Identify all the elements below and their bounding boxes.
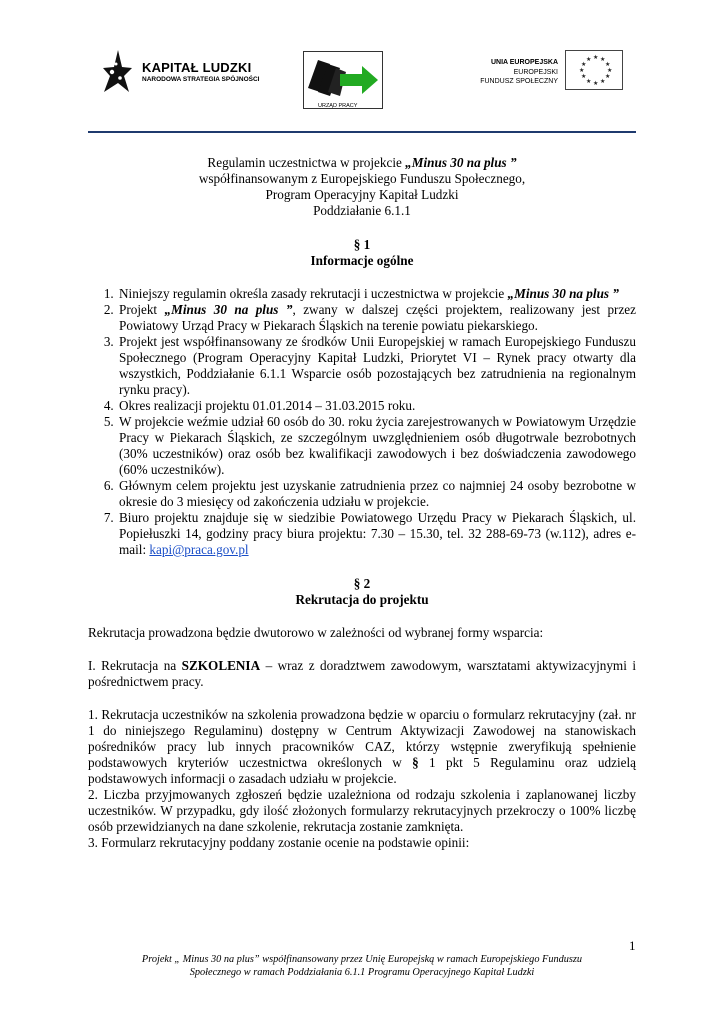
list-item: 3. Projekt jest współfinansowany ze środków Unii Europejskiej w ramach Europejskiego Funduszu Społecznego (Program Operacyjny Kapitał Ludzki, Priorytet VI – Rynek pracy otwarty dla wszystkich, Poddziałanie 6.1.1 Wsparcie osób pozostających bez zatrudnienia na regionalnym rynku pracy). bbox=[117, 334, 636, 398]
eu-line3: FUNDUSZ SPOŁECZNY bbox=[480, 78, 558, 85]
svg-text:★: ★ bbox=[600, 56, 606, 63]
section2-intro: Rekrutacja prowadzona będzie dwutorowo w zależności od wybranej formy wsparcia: bbox=[88, 625, 544, 640]
title-line1-prefix: Regulamin uczestnictwa w projekcie bbox=[207, 155, 406, 170]
section2-number: § 2 bbox=[353, 576, 371, 591]
list-item bbox=[117, 510, 636, 558]
kapital-ludzki-emblem-icon bbox=[100, 46, 134, 96]
part1-bold: SZKOLENIA bbox=[181, 658, 261, 673]
kapital-ludzki-title: KAPITAŁ LUDZKI bbox=[142, 60, 252, 75]
title-line4: Poddziałanie 6.1.1 bbox=[313, 203, 411, 218]
p1-text-b: 1 pkt 5 Regulaminu oraz udzielą podstawowych informacji o zasadach udziału w projekcie. bbox=[88, 755, 636, 786]
urzad-pracy-logo bbox=[303, 51, 383, 109]
eu-text-block bbox=[468, 58, 558, 87]
eu-line1: UNIA EUROPEJSKA bbox=[490, 59, 558, 66]
kapital-ludzki-subtitle: NARODOWA STRATEGIA SPÓJNOŚCI bbox=[142, 76, 260, 83]
list-item bbox=[117, 286, 636, 302]
section2-part1 bbox=[88, 658, 636, 690]
eu-line2: EUROPEJSKI bbox=[513, 68, 558, 76]
svg-text:★: ★ bbox=[581, 73, 587, 80]
item1-text: Niniejszy regulamin określa zasady rekrutacji i uczestnictwa w projekcie bbox=[119, 286, 508, 301]
page-footer bbox=[88, 953, 636, 979]
p1-text-a: 1. Rekrutacja uczestników na szkolenia prowadzona będzie w oparciu o formularz rekrutacyjny (zał. nr 1 do niniejszego Regulaminu) dostępny w Centrum Aktywizacji Zawodowej na stanowiskach pośredników pracy lub innych pracowników CAZ, którzy wstępnie zweryfikują spełnienie podstawowych kryteriów uczestnictwa określonych w bbox=[88, 707, 636, 770]
section2-heading: Rekrutacja do projektu bbox=[295, 592, 429, 607]
paragraph-3: 3. Formularz rekrutacyjny poddany zostanie ocenie na podstawie opinii: bbox=[88, 835, 470, 850]
page-number: 1 bbox=[629, 938, 636, 953]
svg-text:★: ★ bbox=[586, 56, 592, 63]
footer-line2: Społecznego w ramach Poddziałania 6.1.1 Programu Operacyjnego Kapitał Ludzki bbox=[189, 967, 535, 978]
paragraph-1 bbox=[88, 707, 636, 787]
document-title bbox=[88, 155, 636, 219]
section1-header bbox=[88, 237, 636, 269]
item2-rest: , zwany w dalszej części projektem, realizowany jest przez Powiatowy Urząd Pracy w Piekarach Śląskich na terenie powiatu piekarskiego. bbox=[119, 302, 636, 333]
list-item: 5. W projekcie weźmie udział 60 osób do 30. roku życia zarejestrowanych w Powiatowym Urzędzie Pracy w Piekarach Śląskich, ze szczególnym uwzględnieniem osób długotrwale bezrobotnych (30% uczestników) oraz osób bez kwalifikacji zawodowych i bez doświadczenia zawodowego (60% uczestników). bbox=[117, 414, 636, 478]
page-header bbox=[0, 40, 725, 110]
kapital-ludzki-logo bbox=[100, 46, 290, 96]
document-body bbox=[88, 155, 636, 851]
svg-text:★: ★ bbox=[579, 67, 585, 74]
section1-number: § 1 bbox=[353, 237, 371, 252]
urzad-pracy-cards-arrow-icon bbox=[304, 52, 382, 100]
header-rule bbox=[88, 131, 636, 133]
title-line2: współfinansowanym z Europejskiego Funduszu Społecznego, bbox=[198, 171, 526, 186]
footer-line1: Projekt „ Minus 30 na plus” współfinansowany przez Unię Europejską w ramach Europejskiego Funduszu bbox=[141, 954, 583, 965]
urzad-pracy-label: URZĄD PRACY bbox=[318, 103, 358, 109]
email-link[interactable]: kapi@praca.gov.pl bbox=[149, 542, 249, 557]
svg-text:★: ★ bbox=[586, 78, 592, 85]
svg-text:★: ★ bbox=[605, 73, 611, 80]
svg-text:★: ★ bbox=[607, 67, 613, 74]
list-item: 6. Głównym celem projektu jest uzyskanie zatrudnienia przez co najmniej 24 osoby bezrobotne w okresie do 3 miesięcy od zakończenia udziału w projekcie. bbox=[117, 478, 636, 510]
p1-section-symbol: § bbox=[412, 755, 419, 770]
list-item bbox=[117, 302, 636, 334]
eu-flag-icon bbox=[565, 50, 623, 90]
svg-text:★: ★ bbox=[605, 61, 611, 68]
svg-text:★: ★ bbox=[600, 78, 606, 85]
title-line3: Program Operacyjny Kapitał Ludzki bbox=[265, 187, 459, 202]
section1-list bbox=[88, 286, 636, 558]
svg-text:★: ★ bbox=[581, 61, 587, 68]
title-project-name: „Minus 30 na plus ” bbox=[405, 155, 517, 170]
svg-text:★: ★ bbox=[593, 80, 599, 87]
item2-project: „Minus 30 na plus ” bbox=[164, 302, 293, 317]
part1-prefix: I. Rekrutacja na bbox=[88, 658, 182, 673]
item2-prefix: Projekt bbox=[119, 302, 165, 317]
part1-rest: – wraz z doradztwem zawodowym, warsztatami aktywizacyjnymi i pośrednictwem pracy. bbox=[88, 658, 636, 689]
list-item: 4. Okres realizacji projektu 01.01.2014 – 31.03.2015 roku. bbox=[117, 398, 636, 414]
section1-heading: Informacje ogólne bbox=[310, 253, 414, 268]
item7-text: Biuro projektu znajduje się w siedzibie Powiatowego Urzędu Pracy w Piekarach Śląskich, ul. Popiełuszki 14, godziny pracy biura projektu: 7.30 – 15.30, tel. 32 288-69-73 (w.112), adres e-mail: bbox=[119, 510, 636, 557]
item1-project: „Minus 30 na plus ” bbox=[507, 286, 619, 301]
paragraph-2: 2. Liczba przyjmowanych zgłoszeń będzie uzależniona od rodzaju szkolenia i zaplanowanej liczby uczestników. W przypadku, gdy ilość złożonych formularzy rekrutacyjnych przekroczy o 100% liczbę osób przewidzianych na dane szkolenie, rekrutacja zostanie zamknięta. bbox=[88, 787, 636, 834]
section2-header bbox=[88, 576, 636, 608]
svg-text:★: ★ bbox=[593, 54, 599, 61]
